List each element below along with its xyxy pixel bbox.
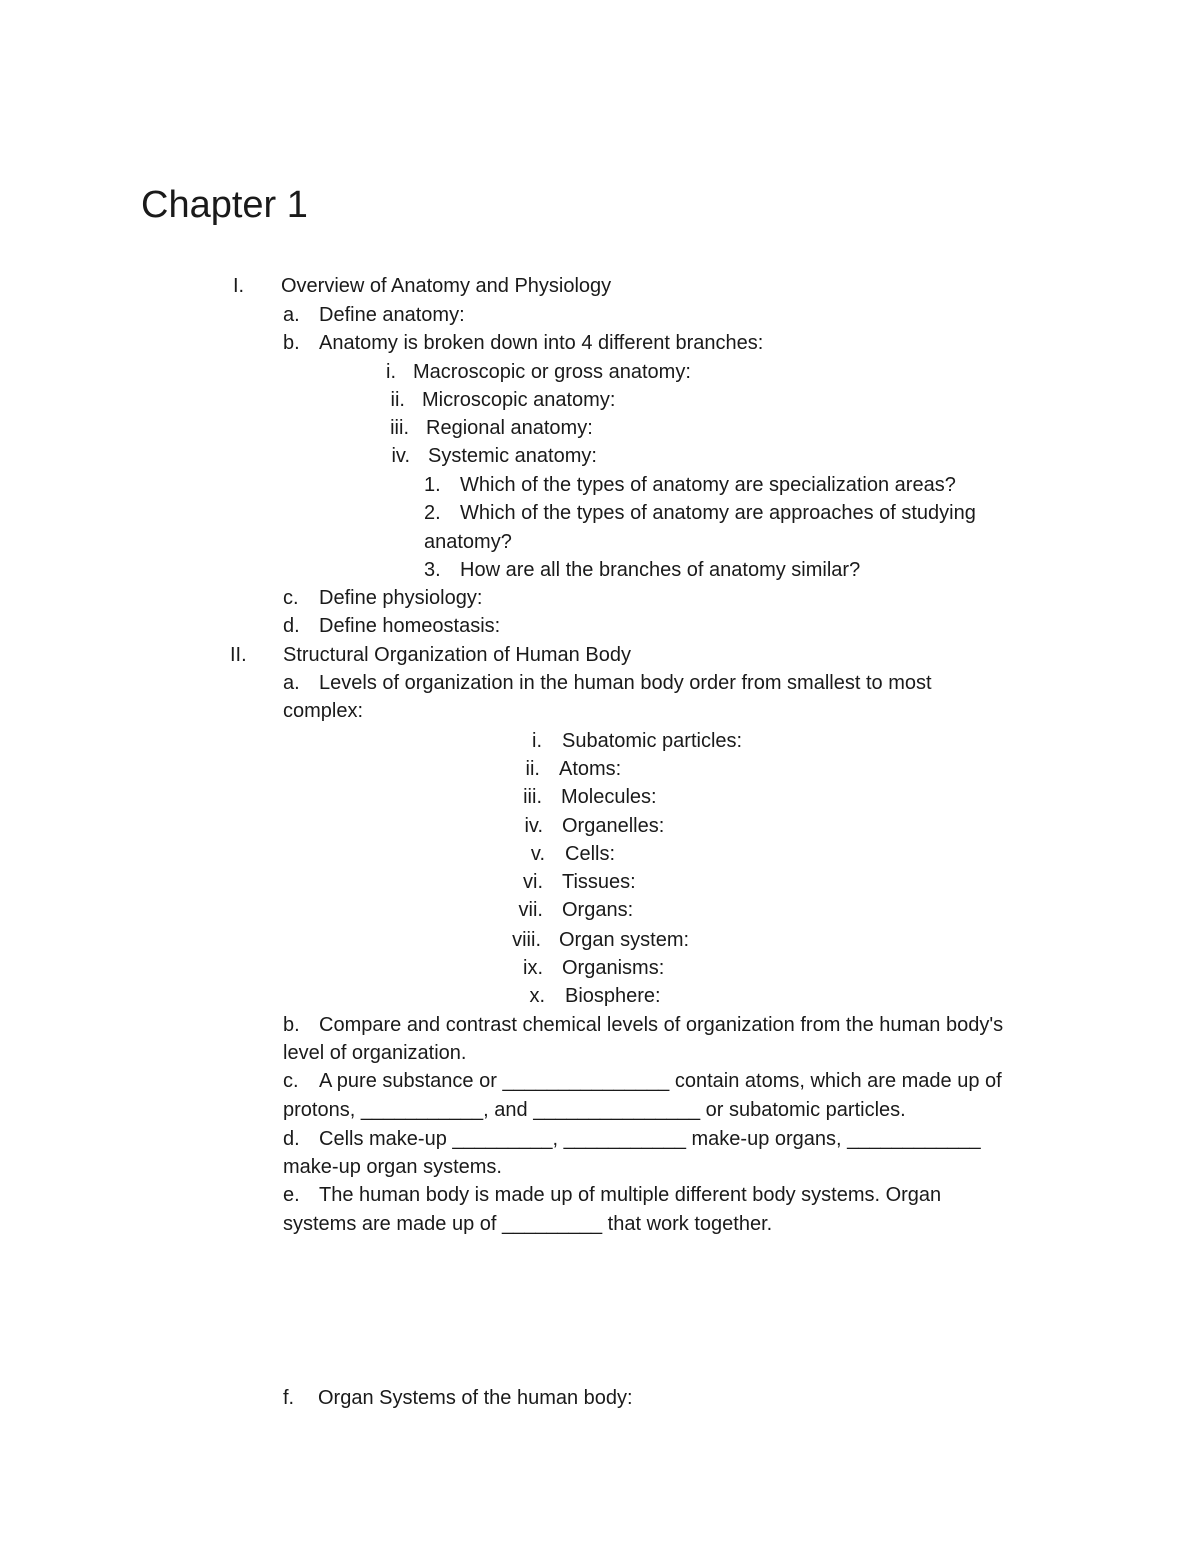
- fill-in-text: protons, ___________, and _______________ or subatomic particles.: [283, 1099, 906, 1121]
- list-item: [0, 612, 1200, 640]
- list-item: [0, 1384, 1200, 1412]
- question-continuation: [0, 528, 1200, 556]
- question-item: [0, 556, 1200, 584]
- list-marker: iii.: [523, 786, 542, 808]
- list-marker: vi.: [523, 871, 543, 893]
- level-item: [0, 926, 1200, 954]
- list-marker: d.: [283, 615, 300, 637]
- list-item: [0, 1011, 1200, 1039]
- list-item-text: Organ Systems of the human body:: [318, 1387, 633, 1409]
- list-item-text: Define anatomy:: [319, 304, 465, 326]
- fill-in-text: The human body is made up of multiple different body systems. Organ: [319, 1184, 942, 1206]
- level-item: [0, 783, 1200, 811]
- level-text: Subatomic particles:: [562, 730, 743, 752]
- list-marker: a.: [283, 304, 300, 326]
- list-item-text: level of organization.: [283, 1042, 467, 1064]
- question-text: Which of the types of anatomy are specialization areas?: [460, 474, 956, 496]
- question-text: Which of the types of anatomy are approaches of studying: [460, 502, 976, 524]
- level-text: Cells:: [565, 843, 616, 865]
- level-text: Molecules:: [561, 786, 657, 808]
- list-item: [0, 442, 1200, 470]
- level-text: Organs:: [562, 899, 634, 921]
- fill-in-item: [0, 1067, 1200, 1095]
- question-text: anatomy?: [424, 531, 512, 553]
- list-item-text: Macroscopic or gross anatomy:: [413, 361, 691, 383]
- list-item: [0, 301, 1200, 329]
- fill-in-item: [0, 1181, 1200, 1209]
- list-item-text: Microscopic anatomy:: [422, 389, 616, 411]
- list-marker: 3.: [424, 559, 441, 581]
- list-item: [0, 386, 1200, 414]
- fill-in-item: [0, 1125, 1200, 1153]
- list-item-text: Compare and contrast chemical levels of organization from the human body's: [319, 1014, 1004, 1036]
- list-marker: iv.: [524, 815, 543, 837]
- list-marker: a.: [283, 672, 300, 694]
- level-text: Organelles:: [562, 815, 665, 837]
- section-heading: [0, 641, 1200, 669]
- list-item-text: complex:: [283, 700, 364, 722]
- fill-in-text: systems are made up of _________ that work together.: [283, 1213, 773, 1235]
- list-item-text: Systemic anatomy:: [428, 445, 597, 467]
- level-item: [0, 868, 1200, 896]
- list-marker: f.: [283, 1387, 295, 1409]
- fill-in-continuation: [0, 1096, 1200, 1124]
- question-item: [0, 499, 1200, 527]
- list-marker: 1.: [424, 474, 441, 496]
- fill-in-continuation: [0, 1153, 1200, 1181]
- page-title: Chapter 1: [141, 184, 308, 226]
- list-item-text: Anatomy is broken down into 4 different branches:: [319, 332, 764, 354]
- list-marker: ii.: [525, 758, 540, 780]
- list-item-continuation: [0, 1039, 1200, 1067]
- section-marker: II.: [230, 644, 247, 666]
- fill-in-continuation: [0, 1210, 1200, 1238]
- list-marker: ix.: [523, 957, 543, 979]
- level-item: [0, 896, 1200, 924]
- section-heading: [0, 272, 1200, 300]
- list-item-text: Regional anatomy:: [426, 417, 593, 439]
- list-marker: i.: [386, 361, 396, 383]
- level-item: [0, 840, 1200, 868]
- list-marker: viii.: [512, 929, 541, 951]
- list-marker: v.: [530, 843, 545, 865]
- level-text: Atoms:: [559, 758, 622, 780]
- list-marker: iv.: [391, 445, 410, 467]
- list-item: [0, 358, 1200, 386]
- level-item: [0, 982, 1200, 1010]
- list-marker: c.: [283, 1070, 299, 1092]
- level-item: [0, 727, 1200, 755]
- fill-in-text: A pure substance or _______________ contain atoms, which are made up of: [319, 1070, 1002, 1092]
- list-item: [0, 584, 1200, 612]
- list-marker: d.: [283, 1128, 300, 1150]
- list-item: [0, 329, 1200, 357]
- list-marker: iii.: [390, 417, 409, 439]
- level-item: [0, 954, 1200, 982]
- section-heading-text: Overview of Anatomy and Physiology: [281, 275, 612, 297]
- level-item: [0, 755, 1200, 783]
- list-marker: vii.: [518, 899, 543, 921]
- list-item-text: Define physiology:: [319, 587, 483, 609]
- fill-in-text: Cells make-up _________, ___________ make-up organs, ____________: [319, 1128, 981, 1150]
- list-item: [0, 414, 1200, 442]
- section-heading-text: Structural Organization of Human Body: [283, 644, 631, 666]
- question-item: [0, 471, 1200, 499]
- list-marker: x.: [529, 985, 545, 1007]
- fill-in-text: make-up organ systems.: [283, 1156, 502, 1178]
- list-marker: i.: [532, 730, 542, 752]
- list-item-text: Levels of organization in the human body order from smallest to most: [319, 672, 932, 694]
- list-marker: b.: [283, 332, 300, 354]
- list-marker: ii.: [390, 389, 405, 411]
- level-text: Tissues:: [562, 871, 636, 893]
- list-marker: e.: [283, 1184, 300, 1206]
- level-text: Organisms:: [562, 957, 665, 979]
- list-marker: b.: [283, 1014, 300, 1036]
- level-text: Organ system:: [559, 929, 690, 951]
- section-marker: I.: [233, 275, 245, 297]
- level-text: Biosphere:: [565, 985, 661, 1007]
- list-marker: 2.: [424, 502, 441, 524]
- list-marker: c.: [283, 587, 299, 609]
- list-item-continuation: [0, 697, 1200, 725]
- level-item: [0, 812, 1200, 840]
- list-item: [0, 669, 1200, 697]
- question-text: How are all the branches of anatomy similar?: [460, 559, 861, 581]
- list-item-text: Define homeostasis:: [319, 615, 501, 637]
